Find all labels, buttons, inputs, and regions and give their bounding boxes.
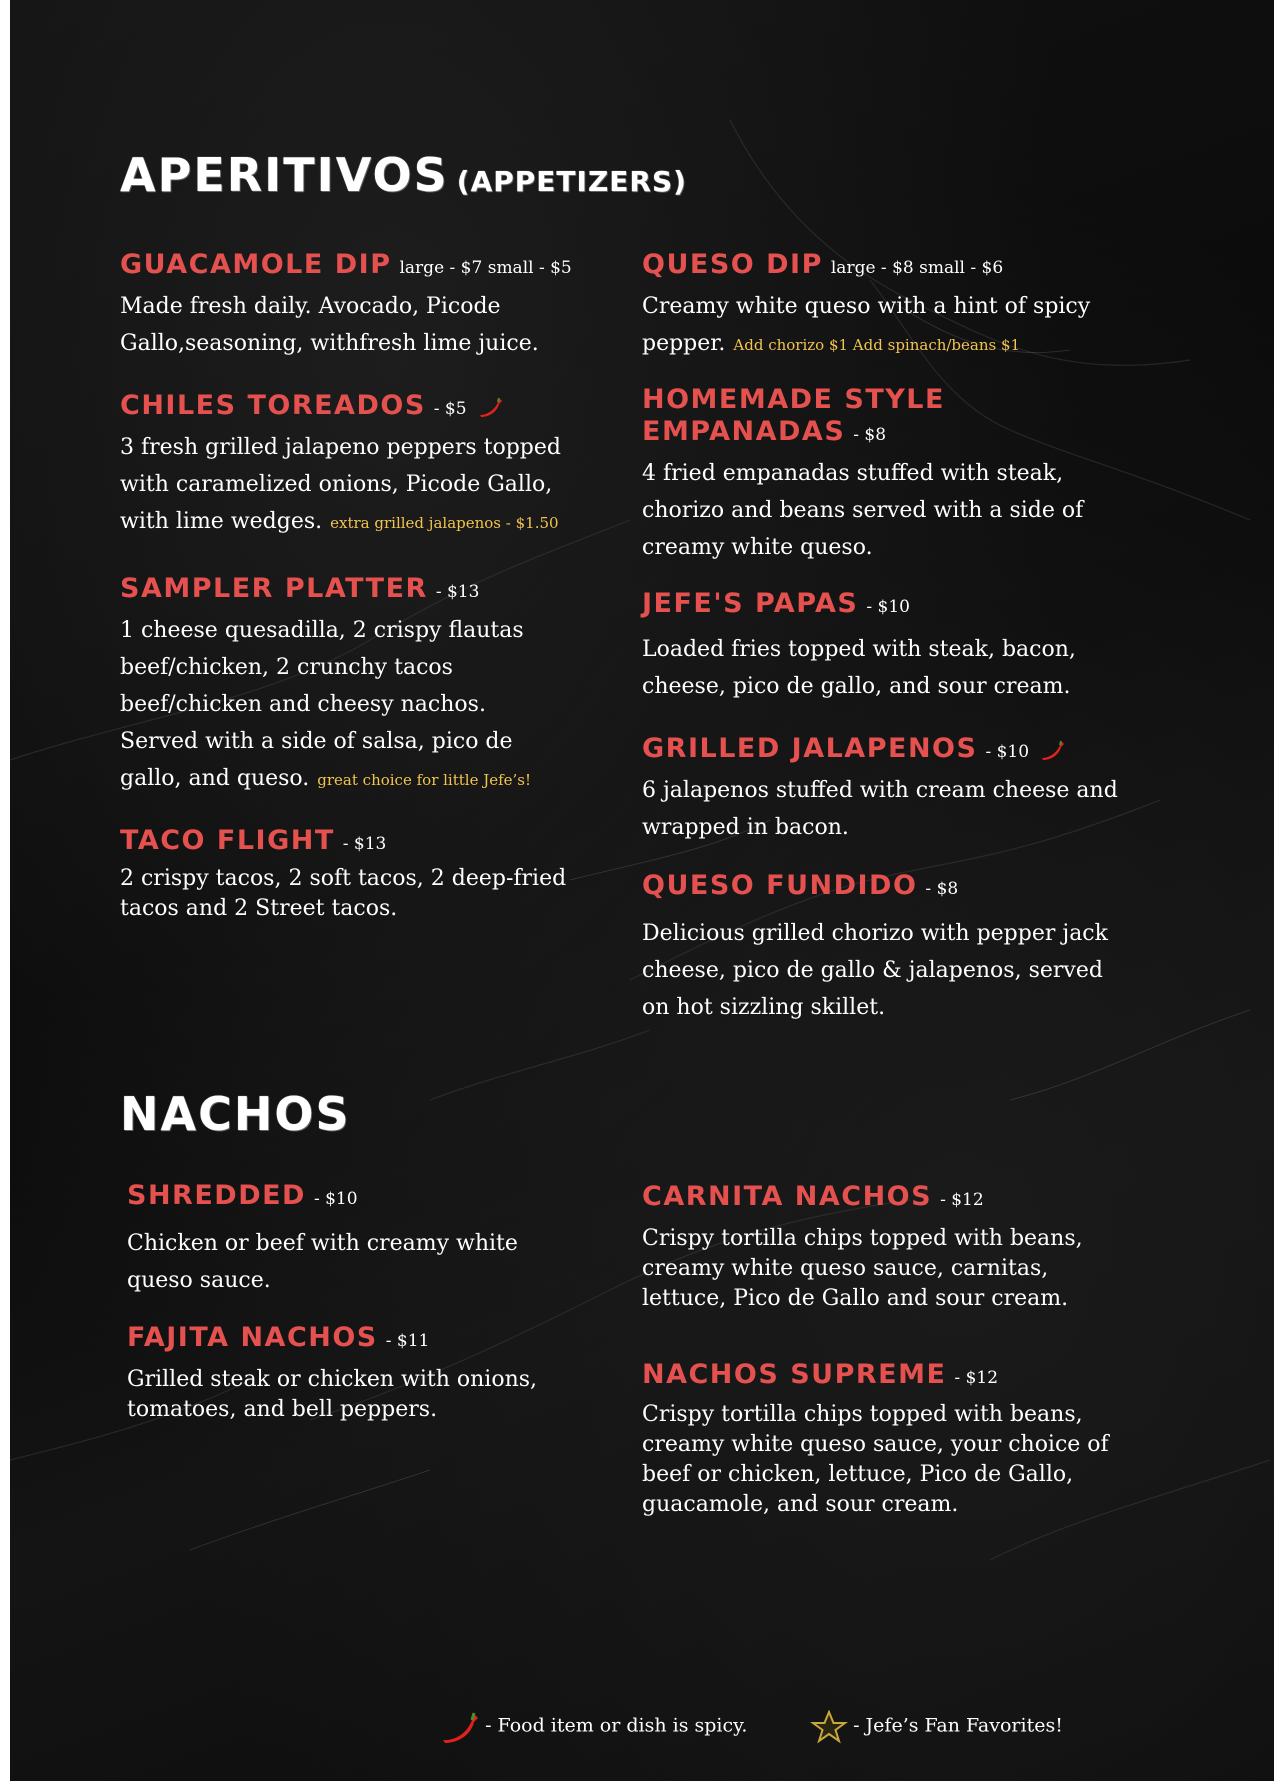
item-name-line2: EMPANADAS - $8 xyxy=(642,416,887,447)
item-name: CHILES TOREADOS - $5 xyxy=(120,390,570,425)
item-name: HOMEMADE STYLE xyxy=(642,384,945,415)
menu-item-shredded xyxy=(127,1180,577,1299)
menu-item-fajita-nachos xyxy=(127,1322,577,1425)
item-name: GRILLED JALAPENOS - $10 xyxy=(642,733,1122,768)
legend-favorites-text: - Jefe’s Fan Favorites! xyxy=(853,1714,1063,1737)
item-name: QUESO DIP large - $8 small - $6 xyxy=(642,249,1004,280)
section-subtitle: (APPETIZERS) xyxy=(456,165,687,198)
item-description: Creamy white queso with a hint of spicy pepper. xyxy=(642,294,1091,356)
section-title-aperitivos xyxy=(120,148,687,202)
menu-item-chiles-toreados xyxy=(120,390,570,542)
menu-item-homemade-empanadas xyxy=(642,384,1122,566)
item-name: SAMPLER PLATTER - $13 xyxy=(120,573,480,604)
item-description: Loaded fries topped with steak, bacon, cheese, pico de gallo, and sour cream. xyxy=(642,637,1076,699)
legend-favorites xyxy=(810,1710,1063,1744)
item-price: - $12 xyxy=(940,1190,984,1210)
menu-page xyxy=(10,0,1274,1781)
menu-item-nachos-supreme xyxy=(642,1359,1122,1520)
item-price: - $10 xyxy=(313,1189,358,1209)
chili-pepper-icon xyxy=(477,396,503,418)
item-note: great choice for little Jefe’s! xyxy=(317,771,532,789)
item-price: - $10 xyxy=(866,597,910,617)
item-name: SHREDDED - $10 xyxy=(127,1180,358,1211)
item-price: - $13 xyxy=(342,834,387,854)
item-price: large - $7 small - $5 xyxy=(399,258,572,278)
chili-pepper-icon xyxy=(1039,739,1065,761)
item-name: GUACAMOLE DIP large - $7 small - $5 xyxy=(120,249,572,280)
menu-item-taco-flight xyxy=(120,825,570,924)
legend-spicy xyxy=(440,1710,747,1744)
item-description: Crispy tortilla chips topped with beans, creamy white queso sauce, carnitas, lettuce, Pico de Gallo and sour cream. xyxy=(642,1226,1083,1311)
menu-item-queso-fundido xyxy=(642,870,1122,1026)
item-name: JEFE'S PAPAS - $10 xyxy=(642,588,910,619)
item-description: Grilled steak or chicken with onions, tomatoes, and bell peppers. xyxy=(127,1367,538,1422)
item-description: 6 jalapenos stuffed with cream cheese and wrapped in bacon. xyxy=(642,778,1118,840)
item-name: FAJITA NACHOS - $11 xyxy=(127,1322,430,1353)
item-price: - $10 xyxy=(985,742,1030,762)
item-name: TACO FLIGHT - $13 xyxy=(120,825,387,856)
menu-item-queso-dip xyxy=(642,249,1122,364)
item-price: - $12 xyxy=(954,1368,999,1388)
section-title-text: APERITIVOS xyxy=(120,148,449,202)
item-price: - $8 xyxy=(925,879,959,899)
item-description: 3 fresh grilled jalapeno peppers topped with caramelized onions, Picode Gallo, with lime wedges. xyxy=(120,435,561,534)
chili-pepper-icon xyxy=(440,1710,480,1744)
item-price: - $11 xyxy=(385,1331,430,1351)
item-name: NACHOS SUPREME - $12 xyxy=(642,1359,999,1390)
section-title-text: NACHOS xyxy=(120,1087,351,1141)
item-name: CARNITA NACHOS - $12 xyxy=(642,1181,984,1212)
menu-item-jefes-papas xyxy=(642,588,1122,705)
item-description: Chicken or beef with creamy white queso sauce. xyxy=(127,1231,518,1293)
item-price: - $8 xyxy=(853,425,887,445)
menu-item-sampler-platter xyxy=(120,573,570,799)
item-price: - $13 xyxy=(435,582,480,602)
menu-item-guacamole-dip xyxy=(120,249,572,362)
item-description: Made fresh daily. Avocado, Picode Gallo,seasoning, withfresh lime juice. xyxy=(120,294,539,356)
item-note: Add chorizo $1 Add spinach/beans $1 xyxy=(733,336,1021,354)
legend-spicy-text: - Food item or dish is spicy. xyxy=(485,1714,748,1737)
item-note: extra grilled jalapenos - $1.50 xyxy=(330,514,559,532)
item-price: - $5 xyxy=(433,399,467,419)
item-description: Delicious grilled chorizo with pepper jack cheese, pico de gallo & jalapenos, served on hot sizzling skillet. xyxy=(642,921,1108,1020)
section-title-nachos xyxy=(120,1087,351,1141)
menu-item-grilled-jalapenos xyxy=(642,733,1122,846)
item-description: 4 fried empanadas stuffed with steak, chorizo and beans served with a side of creamy white queso. xyxy=(642,461,1084,560)
menu-item-carnita-nachos xyxy=(642,1181,1122,1314)
item-description: 2 crispy tacos, 2 soft tacos, 2 deep-fried tacos and 2 Street tacos. xyxy=(120,866,567,921)
item-name: QUESO FUNDIDO - $8 xyxy=(642,870,959,901)
star-icon xyxy=(810,1710,848,1744)
item-price: large - $8 small - $6 xyxy=(830,258,1004,278)
item-description: Crispy tortilla chips topped with beans, creamy white queso sauce, your choice of beef or chicken, lettuce, Pico de Gallo, guacamole, and sour cream. xyxy=(642,1402,1109,1517)
item-description: 1 cheese quesadilla, 2 crispy flautas beef/chicken, 2 crunchy tacos beef/chicken and cheesy nachos. Served with a side of salsa, pico de gallo, and queso. xyxy=(120,618,524,791)
